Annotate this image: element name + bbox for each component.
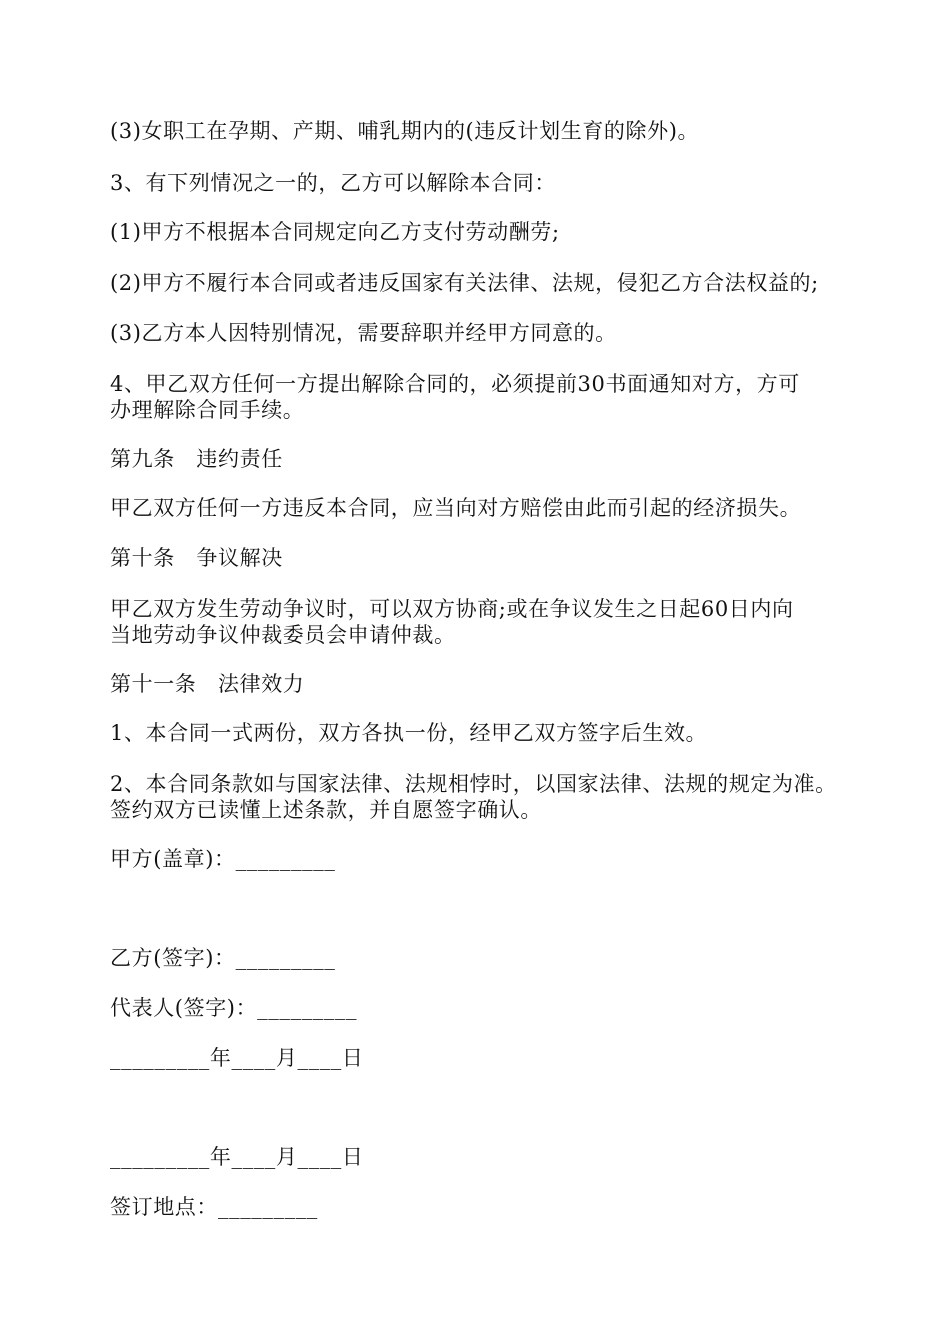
item-3-3: (3)乙方本人因特别情况，需要辞职并经甲方同意的。 — [110, 321, 617, 345]
item-4-line2: 办理解除合同手续。 — [110, 398, 305, 422]
party-b-signature: 乙方(签字)：_________ — [110, 946, 336, 970]
contract-page — [110, 0, 890, 1344]
clause-3-pregnancy: (3)女职工在孕期、产期、哺乳期内的(违反计划生育的除外)。 — [110, 119, 700, 143]
signing-location: 签订地点：_________ — [110, 1195, 318, 1219]
article-10-heading: 第十条 争议解决 — [110, 546, 283, 570]
item-3-2: (2)甲方不履行本合同或者违反国家有关法律、法规，侵犯乙方合法权益的; — [110, 271, 819, 295]
party-a-seal: 甲方(盖章)：_________ — [110, 847, 336, 871]
article-9-text: 甲乙双方任何一方违反本合同，应当向对方赔偿由此而引起的经济损失。 — [110, 496, 802, 520]
article-10-line2: 当地劳动争议仲裁委员会申请仲裁。 — [110, 623, 456, 647]
article-11-item-1: 1、本合同一式两份，双方各执一份，经甲乙双方签字后生效。 — [110, 721, 708, 745]
article-11-item-2: 2、本合同条款如与国家法律、法规相悖时，以国家法律、法规的规定为准。 — [110, 772, 837, 796]
date-line-1: _________年____月____日 — [110, 1046, 364, 1070]
item-3-1: (1)甲方不根据本合同规定向乙方支付劳动酬劳; — [110, 220, 560, 244]
date-line-2: _________年____月____日 — [110, 1145, 364, 1169]
confirmation-text: 签约双方已读懂上述条款，并自愿签字确认。 — [110, 798, 542, 822]
article-9-heading: 第九条 违约责任 — [110, 447, 283, 471]
item-3-heading: 3、有下列情况之一的，乙方可以解除本合同： — [110, 171, 556, 195]
representative-signature: 代表人(签字)：_________ — [110, 996, 358, 1020]
article-10-line1: 甲乙双方发生劳动争议时，可以双方协商;或在争议发生之日起60日内向 — [110, 597, 794, 621]
article-11-heading: 第十一条 法律效力 — [110, 672, 305, 696]
item-4-line1: 4、甲乙双方任何一方提出解除合同的，必须提前30书面通知对方，方可 — [110, 372, 800, 396]
